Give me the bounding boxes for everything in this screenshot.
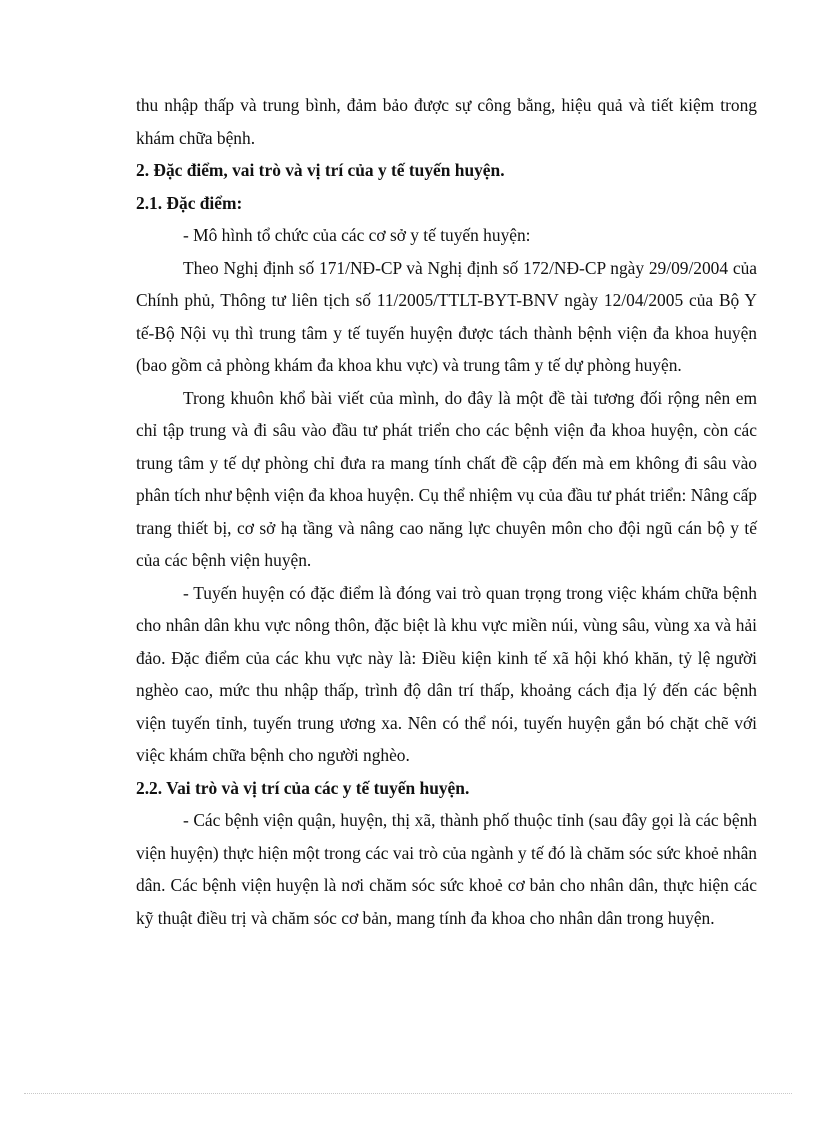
paragraph-scope: Trong khuôn khổ bài viết của mình, do đây là một đề tài tương đối rộng nên em chỉ tập trung và đi sâu vào đầu tư phát triển cho các bệnh viện đa khoa huyện, còn các trung tâm y tế dự phòng chỉ đưa ra mang tính chất đề cập đến mà em không đi sâu vào phân tích như bệnh viện đa khoa huyện. Cụ thể nhiệm vụ của đầu tư phát triển: Nâng cấp trang thiết bị, cơ sở hạ tầng và nâng cao năng lực chuyên môn cho đội ngũ cán bộ y tế của các bệnh viện huyện. <box>136 387 757 570</box>
paragraph-continuation: thu nhập thấp và trung bình, đảm bảo được sự công bằng, hiệu quả và tiết kiệm trong khám chữa bệnh. <box>136 95 757 148</box>
paragraph-decree: Theo Nghị định số 171/NĐ-CP và Nghị định số 172/NĐ-CP ngày 29/09/2004 của Chính phủ, Thông tư liên tịch số 11/2005/TTLT-BYT-BNV ngày 12/04/2005 của Bộ Y tế-Bộ Nội vụ thì trung tâm y tế tuyến huyện được tách thành bệnh viện đa khoa huyện (bao gồm cả phòng khám đa khoa khu vực) và trung tâm y tế dự phòng huyện. <box>136 257 757 375</box>
paragraph-organization-model: - Mô hình tổ chức của các cơ sở y tế tuyến huyện: <box>183 225 531 245</box>
subsection-heading-2-1: 2.1. Đặc điểm: <box>136 192 243 213</box>
paragraph-district-hospital-role: - Các bệnh viện quận, huyện, thị xã, thành phố thuộc tỉnh (sau đây gọi là các bệnh viện huyện) thực hiện một trong các vai trò của ngành y tế đó là chăm sóc sức khoẻ nhân dân. Các bệnh viện huyện là nơi chăm sóc sức khoẻ cơ bản cho nhân dân, thực hiện các kỹ thuật điều trị và chăm sóc cơ bản, mang tính đa khoa cho nhân dân trong huyện. <box>136 810 757 928</box>
paragraph-district-characteristics: - Tuyến huyện có đặc điểm là đóng vai trò quan trọng trong việc khám chữa bệnh cho nhân dân khu vực nông thôn, đặc biệt là khu vực miền núi, vùng sâu, vùng xa và hải đảo. Đặc điểm của các khu vực này là: Điều kiện kinh tế xã hội khó khăn, tỷ lệ người nghèo cao, mức thu nhập thấp, trình độ dân trí thấp, khoảng cách địa lý đến các bệnh viện tuyến tỉnh, tuyến trung ương xa. Nên có thể nói, tuyến huyện gắn bó chặt chẽ với việc khám chữa bệnh cho người nghèo. <box>136 582 757 765</box>
document-body <box>136 89 757 934</box>
section-heading-2: 2. Đặc điểm, vai trò và vị trí của y tế tuyến huyện. <box>136 160 505 180</box>
footer-divider <box>24 1093 792 1094</box>
subsection-heading-2-2: 2.2. Vai trò và vị trí của các y tế tuyến huyện. <box>136 777 470 798</box>
